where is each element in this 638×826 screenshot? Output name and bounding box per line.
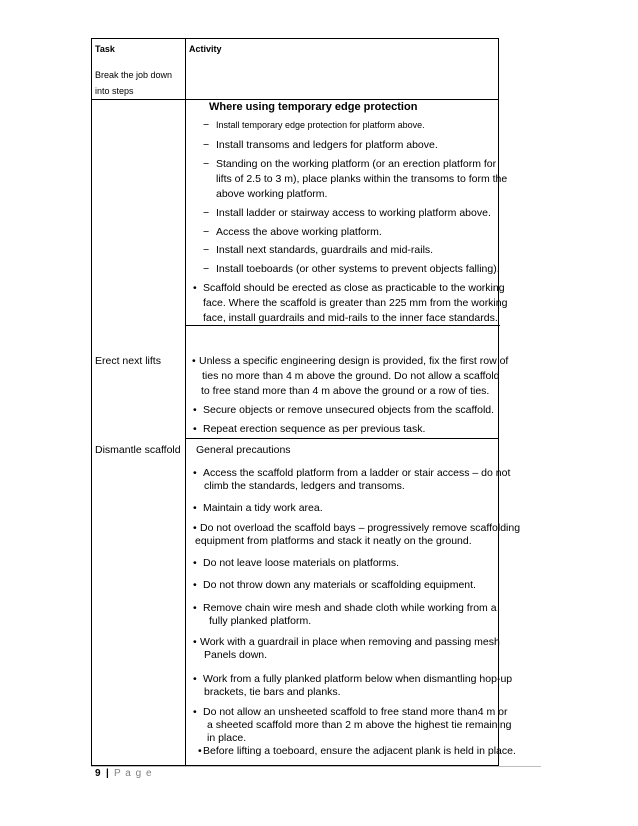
dash-marker: − — [203, 244, 210, 256]
bullet-item-continuation: ties no more than 4 m above the ground. Do not allow a scaffold — [202, 370, 500, 382]
bullet-item-continuation: face, install guardrails and mid-rails to the inner face standards. — [203, 312, 498, 324]
footer-rule — [91, 766, 541, 767]
bullet-marker: • — [193, 423, 197, 435]
bullet-item-continuation: brackets, tie bars and planks. — [204, 686, 341, 698]
bullet-item: Remove chain wire mesh and shade cloth while working from a — [203, 602, 497, 614]
bullet-marker: • — [193, 636, 197, 648]
bullet-marker: • — [193, 557, 197, 569]
bullet-item: Do not allow an unsheeted scaffold to free stand more than4 m or — [203, 706, 508, 718]
step-item-continuation: lifts of 2.5 to 3 m), place planks within the transoms to form the — [216, 173, 508, 185]
page-number: 9 — [95, 768, 101, 779]
dash-marker: − — [203, 119, 210, 131]
bullet-item: Repeat erection sequence as per previous task. — [203, 423, 426, 435]
general-precautions-heading: General precautions — [196, 444, 291, 456]
dash-marker: − — [203, 263, 210, 275]
step-item: Install next standards, guardrails and mid-rails. — [216, 244, 434, 256]
bullet-item-continuation: equipment from platforms and stack it neatly on the ground. — [195, 535, 472, 547]
bullet-item-continuation: a sheeted scaffold more than 2 m above the highest tie remaining — [207, 719, 512, 731]
bullet-item: Scaffold should be erected as close as practicable to the working — [203, 282, 505, 294]
bullet-item-continuation: Panels down. — [204, 649, 268, 661]
bullet-item: Access the scaffold platform from a ladder or stair access – do not — [203, 467, 511, 479]
table-top-border — [91, 38, 498, 39]
bullet-marker: • — [193, 404, 197, 416]
bullet-item: Before lifting a toeboard, ensure the adjacent plank is held in place. — [203, 745, 516, 757]
bullet-marker: • — [193, 522, 197, 534]
bullet-item-continuation: to free stand more than 4 m above the ground or a row of ties. — [201, 385, 490, 397]
step-item: Access the above working platform. — [216, 226, 382, 238]
table-left-border — [91, 38, 92, 765]
bullet-item: Do not leave loose materials on platforms. — [203, 557, 400, 569]
bullet-item: Secure objects or remove unsecured objects from the scaffold. — [203, 404, 495, 416]
bullet-item: Work with a guardrail in place when removing and passing mesh — [200, 636, 500, 648]
bullet-marker: • — [193, 467, 197, 479]
step-item: Install ladder or stairway access to working platform above. — [216, 207, 491, 219]
section-heading-edge-protection: Where using temporary edge protection — [209, 101, 418, 113]
bullet-marker: • — [193, 282, 197, 294]
step-item: Install toeboards (or other systems to prevent objects falling). — [216, 263, 500, 275]
row2-bottom-border — [186, 438, 498, 439]
bullet-marker: • — [193, 502, 197, 514]
bullet-item-continuation: climb the standards, ledgers and transoms. — [204, 480, 405, 492]
activity-column-header: Activity — [189, 44, 222, 54]
bullet-marker: • — [193, 706, 197, 718]
task-column-header: Task — [95, 44, 115, 54]
table-right-border — [498, 38, 499, 765]
page-label: P a g e — [114, 768, 153, 779]
bullet-item: Unless a specific engineering design is provided, fix the first row of — [199, 355, 509, 367]
bullet-marker: • — [198, 745, 202, 757]
bullet-marker: • — [193, 673, 197, 685]
task-description-line-2: into steps — [95, 86, 134, 96]
task-dismantle-scaffold: Dismantle scaffold — [95, 444, 181, 456]
dash-marker: − — [203, 207, 210, 219]
bullet-item-continuation: in place. — [207, 732, 247, 744]
bullet-marker: • — [192, 355, 196, 367]
step-item: Install transoms and ledgers for platform above. — [216, 139, 438, 151]
bullet-item-continuation: face. Where the scaffold is greater than 225 mm from the working — [203, 297, 508, 309]
bullet-item: Maintain a tidy work area. — [203, 502, 323, 514]
step-item: Install temporary edge protection for platform above. — [216, 120, 425, 130]
step-item: Standing on the working platform (or an erection platform for — [216, 158, 497, 170]
bullet-marker: • — [193, 602, 197, 614]
dash-marker: − — [203, 139, 210, 151]
dash-marker: − — [203, 158, 210, 170]
bullet-marker: • — [193, 579, 197, 591]
task-description-line-1: Break the job down — [95, 70, 173, 80]
task-erect-next-lifts: Erect next lifts — [95, 355, 161, 367]
bullet-item: Do not throw down any materials or scaffolding equipment. — [203, 579, 476, 591]
footer-separator: | — [106, 768, 109, 779]
bullet-item: Work from a fully planked platform below when dismantling hop-up — [203, 673, 513, 685]
dash-marker: − — [203, 226, 210, 238]
bullet-item-continuation: fully planked platform. — [209, 615, 312, 627]
bullet-item: Do not overload the scaffold bays – progressively remove scaffolding — [200, 522, 521, 534]
step-item-continuation: above working platform. — [216, 188, 328, 200]
column-divider — [185, 38, 186, 765]
